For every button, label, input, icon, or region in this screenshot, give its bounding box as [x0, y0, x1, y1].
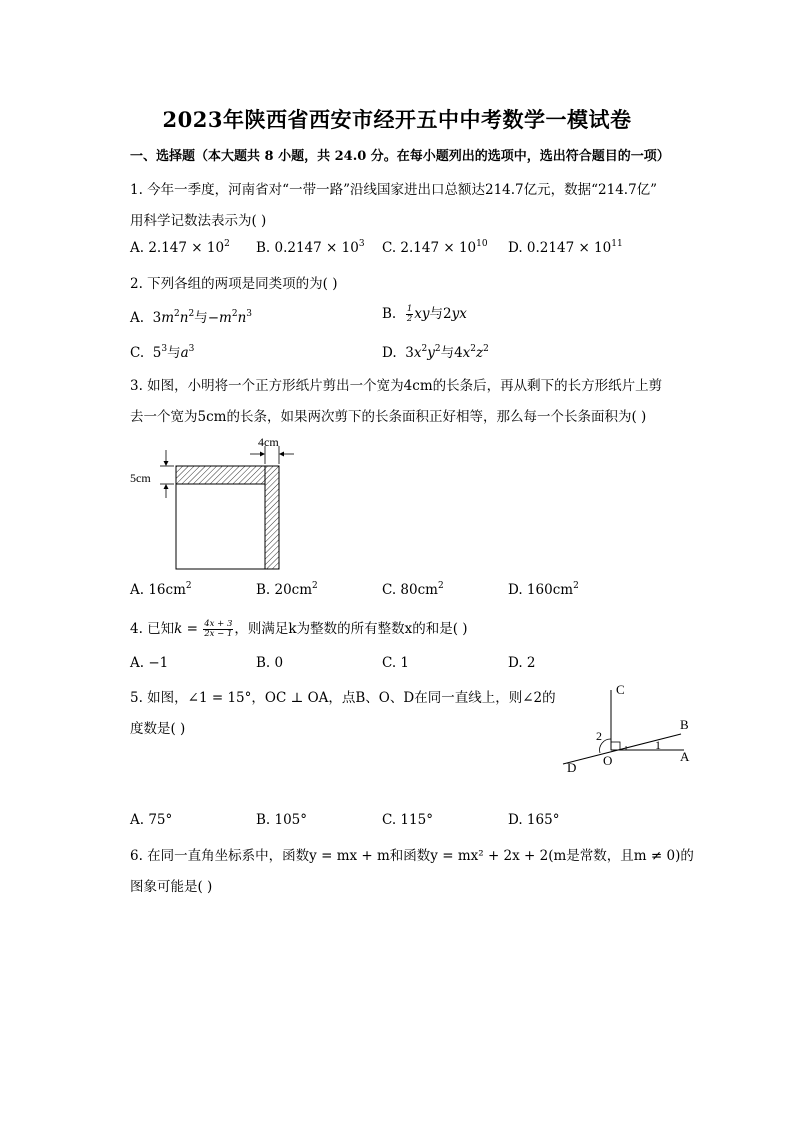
- q4-stem-pre: 4. 已知: [130, 621, 175, 637]
- q4-option-d[interactable]: D. 2: [508, 655, 536, 671]
- strip-4cm: [265, 466, 279, 569]
- q2-d-connector: 与: [440, 345, 455, 361]
- q6-stem-line1: 6. 在同一直角坐标系中，函数y = mx + m和函数y = mx² + 2x + 2(m是常数，且m ≠ 0)的: [130, 848, 694, 864]
- q4-stem: [130, 617, 468, 639]
- q2-option-b-label: B.: [382, 306, 397, 322]
- q4-frac-num: 4x + 3: [204, 619, 233, 629]
- q3-option-a-exp: 2: [185, 581, 192, 591]
- q4-option-c[interactable]: C. 1: [382, 655, 410, 671]
- q2-option-a-label: A.: [130, 310, 145, 326]
- q5-stem-line1: 5. 如图，∠1 = 15°，OC ⊥ OA，点B、O、D在同一直线上，则∠2的: [130, 690, 556, 706]
- q2-b-fraction: [406, 305, 413, 324]
- q5-option-a[interactable]: A. 75°: [130, 812, 173, 828]
- q1-option-c-exp: 10: [476, 239, 488, 249]
- q5-option-d[interactable]: D. 165°: [508, 812, 560, 828]
- label-o: O: [603, 753, 613, 768]
- q2-option-d-label: D.: [382, 345, 397, 361]
- label-5cm: 5cm: [130, 471, 151, 485]
- q1-option-a[interactable]: [130, 240, 230, 256]
- q2-c-connector: 与: [167, 345, 181, 361]
- q1-option-d-exp: 11: [611, 239, 623, 249]
- q4-option-b[interactable]: B. 0: [256, 655, 284, 671]
- label-angle-2: 2: [596, 729, 602, 743]
- q1-option-a-exp: 2: [224, 239, 230, 249]
- q3-option-b[interactable]: [256, 582, 318, 598]
- q4-frac-den: 2x − 1: [204, 629, 233, 639]
- q3-option-c-text: C. 80cm: [382, 582, 438, 598]
- q1-option-b-text: B. 0.2147 × 10: [256, 240, 359, 256]
- label-b: B: [680, 717, 689, 732]
- q3-figure: [126, 432, 306, 577]
- q2-b-frac-den: 2: [406, 314, 413, 324]
- q5-figure: [556, 682, 706, 777]
- q1-stem-line2: 用科学记数法表示为( ): [130, 213, 267, 229]
- q2-option-c[interactable]: C. $5^3$与$a^3$: [130, 344, 195, 361]
- q1-option-a-text: A. 2.147 × 10: [130, 240, 225, 256]
- q1-option-c-text: C. 2.147 × 10: [382, 240, 477, 256]
- q2-option-c-label: C.: [130, 345, 145, 361]
- q2-stem: 2. 下列各组的两项是同类项的为( ): [130, 276, 338, 292]
- q1-option-b[interactable]: [256, 240, 365, 256]
- q1-stem-line1: 1. 今年一季度，河南省对“一带一路”沿线国家进出口总额达214.7亿元，数据“214.7亿”: [130, 182, 658, 198]
- q3-option-a[interactable]: [130, 582, 192, 598]
- q2-option-b[interactable]: B. $\frac{1}{2}$ xy与2yx: [382, 304, 467, 324]
- q3-stem-line1: 3. 如图，小明将一个正方形纸片剪出一个宽为4cm的长条后，再从剩下的长方形纸片上剪: [130, 378, 663, 394]
- q2-option-d[interactable]: D. $3x^2y^2$与$4x^2z^2$: [382, 344, 489, 361]
- q3-option-b-text: B. 20cm: [256, 582, 313, 598]
- label-c: C: [616, 682, 625, 697]
- strip-5cm: [176, 466, 265, 484]
- q4-stem-post: ，则满足k为整数的所有整数x的和是( ): [234, 621, 468, 637]
- q2-option-a[interactable]: A. $3m^2n^2$与$-m^2n^3$: [130, 309, 253, 326]
- q5-option-c[interactable]: C. 115°: [382, 812, 433, 828]
- label-a: A: [680, 749, 690, 764]
- q3-option-c-exp: 2: [437, 581, 444, 591]
- label-d: D: [567, 760, 577, 775]
- q1-option-c[interactable]: [382, 240, 488, 256]
- q3-stem-line2: 去一个宽为5cm的长条，如果两次剪下的长条面积正好相等，那么每一个长条面积为( ): [130, 409, 647, 425]
- section-heading: 一、选择题（本大题共 8 小题，共 24.0 分。在每小题列出的选项中，选出符合题目的一项）: [130, 149, 670, 164]
- q3-option-c[interactable]: [382, 582, 444, 598]
- q2-b-connector: 与: [429, 306, 443, 322]
- q4-k-eq: k =: [174, 621, 198, 637]
- q3-option-a-text: A. 16cm: [130, 582, 186, 598]
- q3-option-d[interactable]: [508, 582, 579, 598]
- label-angle-1: 1: [655, 738, 661, 752]
- q3-option-d-exp: 2: [573, 581, 579, 591]
- q3-option-b-exp: 2: [312, 581, 318, 591]
- q1-option-d[interactable]: [508, 240, 623, 256]
- q4-option-a[interactable]: A. −1: [130, 655, 169, 671]
- q1-option-b-exp: 3: [358, 239, 365, 249]
- q4-fraction: [203, 620, 233, 639]
- q1-option-d-text: D. 0.2147 × 10: [508, 240, 612, 256]
- q2-b-frac-num: 1: [406, 304, 413, 314]
- label-4cm: 4cm: [258, 435, 279, 449]
- q5-stem-line2: 度数是( ): [130, 721, 186, 737]
- q5-option-b[interactable]: B. 105°: [256, 812, 308, 828]
- q6-stem-line2: 图象可能是( ): [130, 879, 213, 895]
- page-title: 2023年陕西省西安市经开五中中考数学一模试卷: [162, 107, 632, 132]
- q3-option-d-text: D. 160cm: [508, 582, 574, 598]
- q2-a-connector: 与: [194, 310, 208, 326]
